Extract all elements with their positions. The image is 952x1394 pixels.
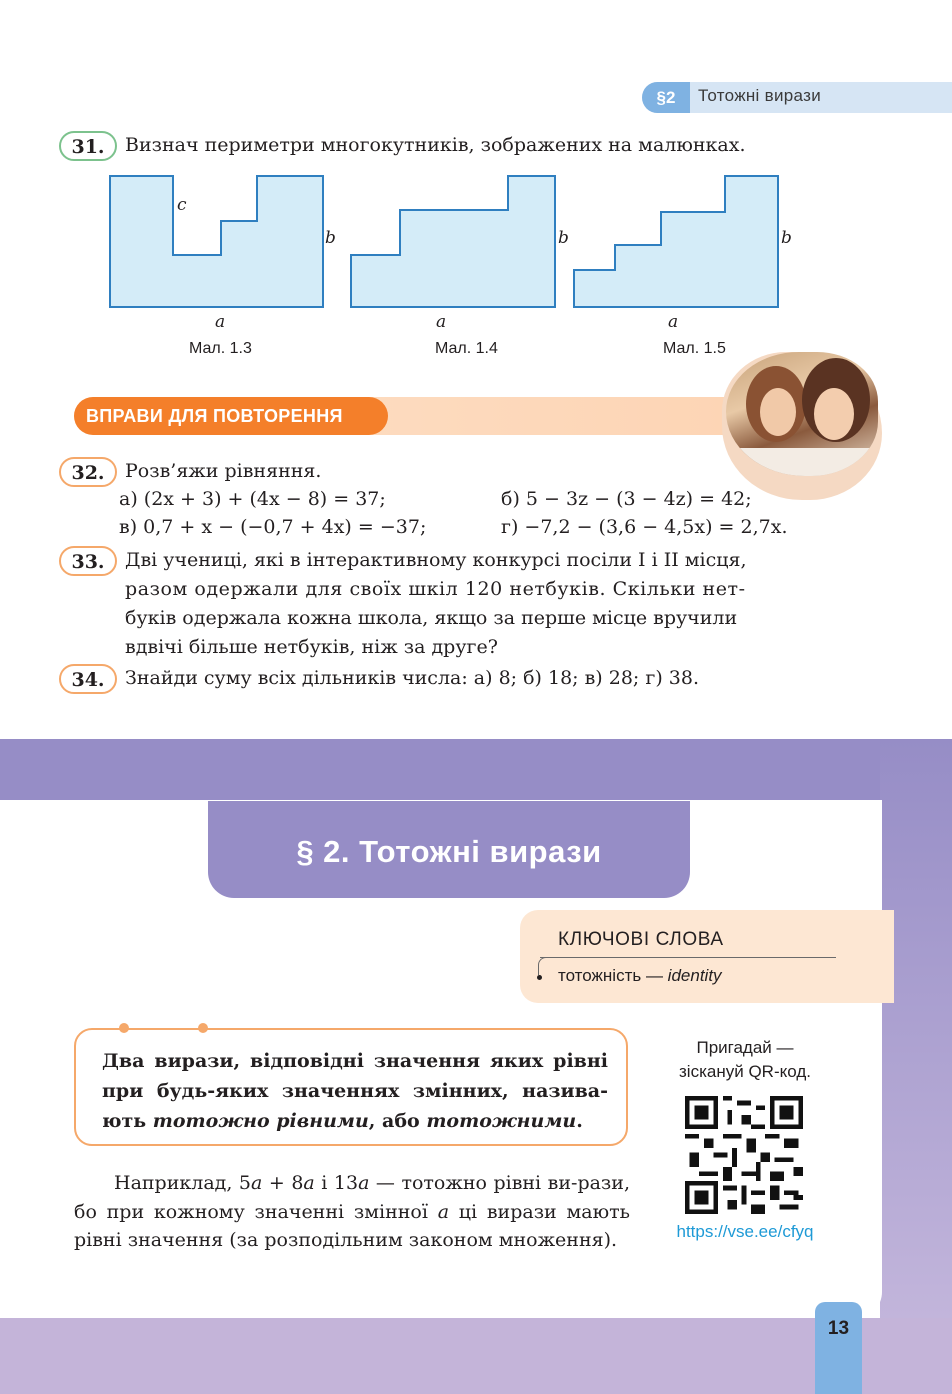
section-frame-right — [880, 739, 952, 1319]
qr-caption — [652, 1036, 838, 1084]
figure-1-3-label-a: a — [215, 312, 226, 332]
definition-term-2: тотожними — [426, 1110, 577, 1132]
definition-part-2: , або — [368, 1110, 427, 1132]
task-33-line-4: вдвічі більше нетбуків, ніж за друге? — [125, 636, 498, 658]
example-part-1: Наприклад, 5 — [114, 1172, 252, 1194]
figure-1-5-shape — [574, 176, 778, 307]
figure-1-4-shape — [351, 176, 555, 307]
qr-link[interactable]: https://vse.ee/cfyq — [676, 1222, 814, 1241]
figure-1-3-caption: Мал. 1.3 — [189, 340, 252, 357]
figure-1-5-caption: Мал. 1.5 — [663, 340, 726, 357]
task-33-line-2: разом одержали для своїх шкіл 120 нетбуків. Скільки нет- — [125, 578, 746, 600]
keyword-translation: identity — [667, 966, 722, 985]
example-var-2: a — [303, 1172, 315, 1194]
keywords-title: КЛЮЧОВІ СЛОВА — [558, 929, 724, 950]
task-31-text: Визнач периметри многокутників, зображених на малюнках. — [125, 134, 746, 156]
qr-caption-line-1: Пригадай — — [696, 1038, 794, 1057]
section-frame-top — [0, 739, 952, 801]
definition-term-1: тотожно рівними — [152, 1110, 369, 1132]
task-32-d: г) −7,2 − (3,6 − 4,5x) = 2,7x. — [501, 516, 788, 538]
keyword-term: тотожність — — [558, 966, 668, 985]
polygon-figures — [100, 170, 800, 315]
example-part-2: + 8 — [262, 1172, 304, 1194]
example-var-4: a — [437, 1200, 450, 1223]
example-part-5: ці вирази мають рівні значення (за розподільним законом множення). — [74, 1200, 630, 1251]
figure-1-3-shape — [110, 176, 323, 307]
definition-part-3: . — [576, 1110, 583, 1132]
task-number-32: 32. — [59, 457, 117, 487]
task-32-c: в) 0,7 + x − (−0,7 + 4x) = −37; — [119, 516, 427, 538]
keywords-connector — [538, 957, 548, 975]
task-number-34: 34. — [59, 664, 117, 694]
section-number-badge: §2 — [642, 82, 690, 113]
task-34-text: Знайди суму всіх дільників числа: а) 8; б) 18; в) 28; г) 38. — [125, 667, 699, 689]
page-number: 13 — [827, 1318, 850, 1339]
example-var-1: a — [251, 1172, 263, 1194]
page-number-tab — [815, 1302, 862, 1394]
figure-1-4-caption: Мал. 1.4 — [435, 340, 498, 357]
keywords-divider — [540, 957, 836, 958]
figure-1-5-label-a: a — [668, 312, 679, 332]
section-header-title: Тотожні вирази — [698, 86, 821, 105]
students-photo — [726, 352, 878, 476]
figure-1-3-label-c: c — [177, 195, 187, 215]
task-33-line-3: буків одержала кожна школа, якщо за перше місце вручили — [125, 607, 738, 629]
figure-1-4-label-b: b — [558, 228, 569, 248]
exercises-banner-label: ВПРАВИ ДЛЯ ПОВТОРЕННЯ — [74, 397, 388, 435]
task-32-b: б) 5 − 3z − (3 − 4z) = 42; — [501, 488, 752, 510]
keywords-bullet — [537, 975, 542, 980]
definition-text — [102, 1046, 608, 1136]
qr-caption-line-2: зіскануй QR-код. — [679, 1062, 811, 1081]
section-title: § 2. Тотожні вирази — [296, 834, 602, 869]
section-frame-bottom — [0, 1318, 952, 1394]
example-paragraph — [74, 1169, 630, 1255]
example-part-4: — тотожно рівні ви-рази, бо при кожному значенні змінної — [74, 1172, 630, 1223]
definition-part-1: Два вирази, відповідні значення яких рівні при будь-яких значеннях змінних, назива-ють — [102, 1050, 608, 1132]
example-var-3: a — [358, 1172, 370, 1194]
figure-1-3-label-b: b — [325, 228, 336, 248]
keyword-item — [558, 966, 722, 986]
task-33-line-1: Дві учениці, які в інтерактивному конкурсі посіли І і ІІ місця, — [125, 549, 747, 571]
task-32-a: а) (2x + 3) + (4x − 8) = 37; — [119, 488, 386, 510]
task-number-31: 31. — [59, 131, 117, 161]
definition-dot-right — [198, 1023, 208, 1033]
qr-code-icon[interactable] — [685, 1096, 803, 1214]
definition-dot-left — [119, 1023, 129, 1033]
task-32-text: Розв’яжи рівняння. — [125, 460, 322, 482]
example-part-3: і 13 — [314, 1172, 359, 1194]
students-photo-illustration — [726, 352, 878, 476]
figure-1-5-label-b: b — [781, 228, 792, 248]
figure-1-4-label-a: a — [436, 312, 447, 332]
task-number-33: 33. — [59, 546, 117, 576]
